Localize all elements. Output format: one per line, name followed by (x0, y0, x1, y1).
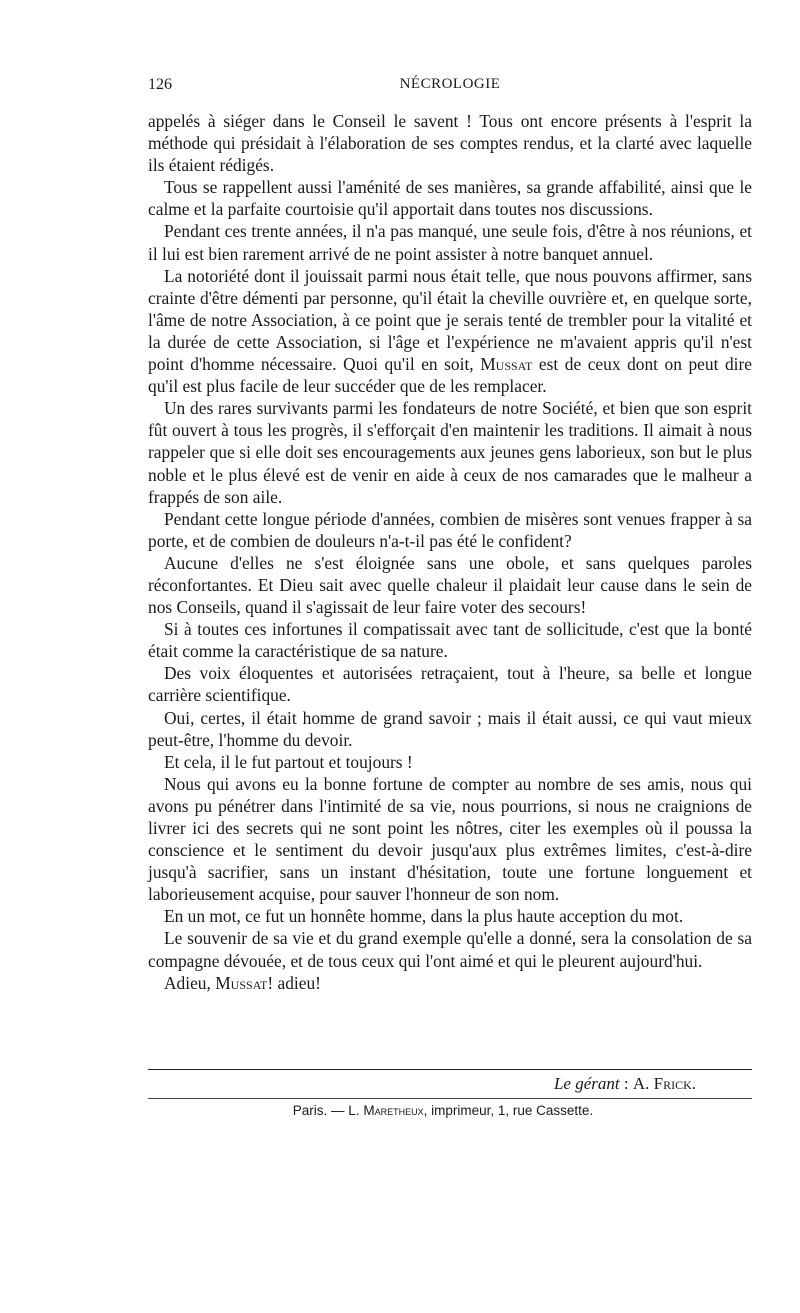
page-header (148, 76, 752, 98)
paragraph-15 (148, 972, 752, 994)
paragraph-6: Pendant cette longue période d'années, combien de misères sont venues frapper à sa porte, et de combien de douleurs n'a-t-il pas été le confident? (148, 508, 752, 551)
paragraph-14: Le souvenir de sa vie et du grand exemple qu'elle a donné, sera la consolation de sa compagne dévouée, et de tous ceux qui l'ont aimé et qui le pleurent aujourd'hui. (148, 928, 752, 971)
paragraph-5: Un des rares survivants parmi les fondateurs de notre Société, et bien que son esprit fût ouvert à tous les progrès, il s'efforçait d'en maintenir les traditions. Il aimait à nous rappeler que si elle doit ses encouragements aux jeunes gens laborieux, son but le plus noble et le plus élevé est de venir en aide à ceux de nos camarades que le malheur a frappés de son aile. (148, 398, 752, 507)
running-title: NÉCROLOGIE (399, 76, 501, 92)
paragraph-4-text-b: est de ceux dont on peut dire qu'il est plus facile de leur succéder que de les remplacer. (148, 354, 752, 397)
gerant-name: A. Frick. (632, 1074, 696, 1093)
paragraph-15-text-a: Adieu, (164, 972, 211, 993)
gerant-label: Le gérant (553, 1074, 620, 1093)
paragraph-8: Si à toutes ces infortunes il compatissait avec tant de sollicitude, c'est que la bonté était comme la caractéristique de sa nature. (148, 619, 752, 662)
paragraph-3: Pendant ces trente années, il n'a pas manqué, une seule fois, d'être à nos réunions, et il lui est bien rarement arrivé de ne point assister à notre banquet annuel. (148, 221, 752, 264)
obituary-text (148, 110, 752, 994)
imprint-text-a: Paris. — L. (292, 1103, 360, 1118)
paragraph-13: En un mot, ce fut un honnête homme, dans la plus haute acception du mot. (164, 906, 684, 927)
imprint-text-b: imprimeur, 1, rue Cassette. (431, 1103, 594, 1118)
paragraph-7: Aucune d'elles ne s'est éloignée sans une obole, et sans quelques paroles réconfortantes. Et Dieu sait avec quelle chaleur il plaidait leur cause dans le sein de nos Conseils, quand il s'agissait de leur faire voter des secours! (148, 552, 752, 618)
paragraph-11: Et cela, il le fut partout et toujours ! (164, 751, 413, 772)
paragraph-9: Des voix éloquentes et autorisées retraçaient, tout à l'heure, sa belle et longue carrière scientifique. (148, 663, 752, 706)
name-mussat: Mussat (480, 354, 533, 375)
printer-imprint (148, 1103, 738, 1118)
page-number: 126 (148, 76, 172, 93)
gerant-separator: : (619, 1074, 633, 1093)
paragraph-1: appelés à siéger dans le Conseil le savent ! Tous ont encore présents à l'esprit la méthode qui présidait à l'élaboration de ses comptes rendus, et la clarté avec laquelle ils étaient rédigés. (148, 111, 752, 176)
footer-rule-bottom (148, 1098, 752, 1099)
paragraph-12: Nous qui avons eu la bonne fortune de compter au nombre de ses amis, nous qui avons pu pénétrer dans l'intimité de sa vie, nous pourrions, si nous ne craignions de livrer ici des secrets qui ne sont point les nôtres, citer les exemples où il poussa la conscience et le sentiment du devoir jusqu'aux plus extrêmes limites, c'est-à-dire jusqu'à sacrifier, sans un instant d'hésitation, toute une fortune longuement et laborieusement acquise, pour sauver l'honneur de son nom. (148, 773, 752, 905)
paragraph-4 (148, 265, 752, 398)
gerant-signature (148, 1074, 696, 1094)
printer-name: Maretheux, (363, 1103, 428, 1118)
paragraph-10: Oui, certes, il était homme de grand savoir ; mais il était aussi, ce qui vaut mieux peut-être, l'homme du devoir. (148, 707, 752, 750)
paragraph-4-text-a: La notoriété dont il jouissait parmi nous était telle, que nous pouvons affirmer, sans crainte d'être démenti par personne, qu'il était la cheville ouvrière et, en quelque sorte, l'âme de notre Association, à ce point que je serais tenté de trembler pour la vitalité et la durée de cette Association, si l'âge et l'expérience ne m'avaient appris qu'il n'est point d'homme nécessaire. Quoi qu'il en soit, (148, 265, 752, 375)
footer-rule-top (148, 1069, 752, 1070)
paragraph-15-text-b: ! adieu! (267, 972, 321, 993)
name-mussat-farewell: Mussat (215, 972, 268, 993)
paragraph-2: Tous se rappellent aussi l'aménité de ses manières, sa grande affabilité, ainsi que le calme et la parfaite courtoisie qu'il apportait dans toutes nos discussions. (148, 177, 752, 220)
